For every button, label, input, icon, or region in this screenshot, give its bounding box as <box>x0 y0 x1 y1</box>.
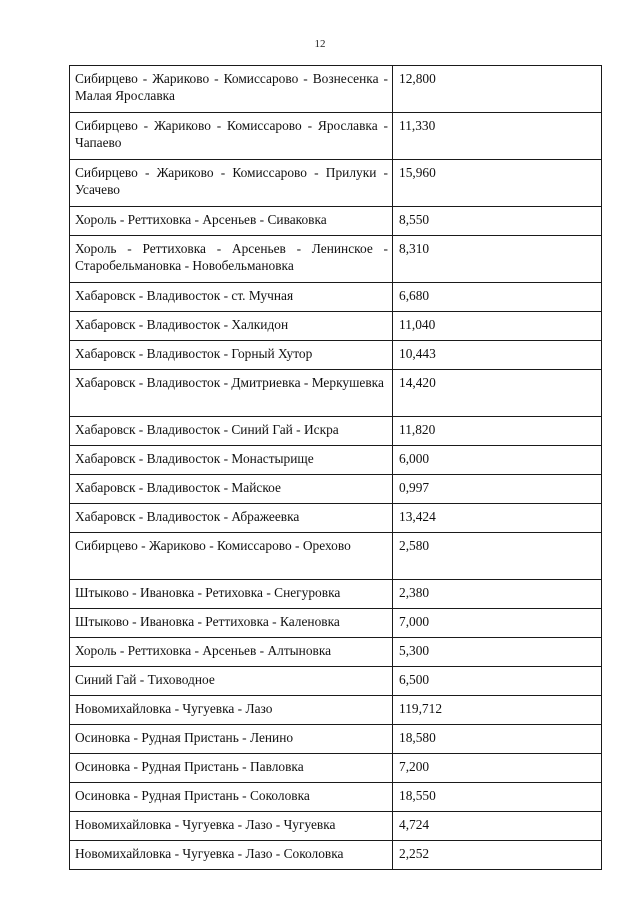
table-row <box>70 417 602 446</box>
table-row <box>70 696 602 725</box>
route-cell: Сибирцево - Жариково - Комиссарово - Прилуки - Усачево <box>70 160 393 207</box>
distance-cell: 6,680 <box>393 283 602 312</box>
distance-cell: 0,997 <box>393 475 602 504</box>
route-cell: Сибирцево - Жариково - Комиссарово - Вознесенка - Малая Ярославка <box>70 66 393 113</box>
table-row <box>70 754 602 783</box>
page-number: 12 <box>314 38 326 50</box>
table-row <box>70 370 602 417</box>
distance-cell: 6,000 <box>393 446 602 475</box>
route-cell: Хороль - Реттиховка - Арсеньев - Ленинское - Старобельмановка - Новобельмановка <box>70 236 393 283</box>
route-cell: Хабаровск - Владивосток - ст. Мучная <box>70 283 393 312</box>
route-cell: Штыково - Ивановка - Реттиховка - Каленовка <box>70 609 393 638</box>
table-row <box>70 638 602 667</box>
table-row <box>70 580 602 609</box>
distance-cell: 4,724 <box>393 812 602 841</box>
table-row <box>70 160 602 207</box>
table-row <box>70 725 602 754</box>
table-row <box>70 66 602 113</box>
table-row <box>70 207 602 236</box>
route-cell: Хабаровск - Владивосток - Дмитриевка - Меркушевка <box>70 370 393 417</box>
distance-cell: 18,580 <box>393 725 602 754</box>
distance-cell: 2,252 <box>393 841 602 870</box>
distance-cell: 7,200 <box>393 754 602 783</box>
distance-cell: 11,040 <box>393 312 602 341</box>
route-cell: Новомихайловка - Чугуевка - Лазо <box>70 696 393 725</box>
table-row <box>70 667 602 696</box>
table-row <box>70 504 602 533</box>
route-cell: Осиновка - Рудная Пристань - Павловка <box>70 754 393 783</box>
table-row <box>70 446 602 475</box>
table-row <box>70 113 602 160</box>
route-cell: Сибирцево - Жариково - Комиссарово - Орехово <box>70 533 393 580</box>
route-cell: Синий Гай - Тиховодное <box>70 667 393 696</box>
distance-cell: 8,550 <box>393 207 602 236</box>
table-row <box>70 841 602 870</box>
route-cell: Хороль - Реттиховка - Арсеньев - Алтыновка <box>70 638 393 667</box>
route-cell: Хабаровск - Владивосток - Монастырище <box>70 446 393 475</box>
route-cell: Хабаровск - Владивосток - Горный Хутор <box>70 341 393 370</box>
distance-cell: 5,300 <box>393 638 602 667</box>
route-cell: Хабаровск - Владивосток - Синий Гай - Искра <box>70 417 393 446</box>
route-cell: Новомихайловка - Чугуевка - Лазо - Соколовка <box>70 841 393 870</box>
route-cell: Осиновка - Рудная Пристань - Ленино <box>70 725 393 754</box>
route-cell: Осиновка - Рудная Пристань - Соколовка <box>70 783 393 812</box>
route-cell: Хабаровск - Владивосток - Халкидон <box>70 312 393 341</box>
route-cell: Хороль - Реттиховка - Арсеньев - Сиваковка <box>70 207 393 236</box>
table-row <box>70 312 602 341</box>
distance-cell: 10,443 <box>393 341 602 370</box>
distance-cell: 2,580 <box>393 533 602 580</box>
distance-cell: 11,820 <box>393 417 602 446</box>
distance-cell: 12,800 <box>393 66 602 113</box>
distance-cell: 18,550 <box>393 783 602 812</box>
table-row <box>70 812 602 841</box>
distance-cell: 14,420 <box>393 370 602 417</box>
table-row <box>70 341 602 370</box>
table-row <box>70 236 602 283</box>
route-cell: Сибирцево - Жариково - Комиссарово - Ярославка - Чапаево <box>70 113 393 160</box>
route-cell: Новомихайловка - Чугуевка - Лазо - Чугуевка <box>70 812 393 841</box>
distance-cell: 15,960 <box>393 160 602 207</box>
distance-cell: 11,330 <box>393 113 602 160</box>
distance-cell: 8,310 <box>393 236 602 283</box>
distance-cell: 13,424 <box>393 504 602 533</box>
distance-cell: 6,500 <box>393 667 602 696</box>
routes-table <box>69 65 602 870</box>
table-row <box>70 609 602 638</box>
route-cell: Хабаровск - Владивосток - Майское <box>70 475 393 504</box>
table-row <box>70 475 602 504</box>
distance-cell: 119,712 <box>393 696 602 725</box>
distance-cell: 2,380 <box>393 580 602 609</box>
distance-cell: 7,000 <box>393 609 602 638</box>
table-row <box>70 533 602 580</box>
route-cell: Штыково - Ивановка - Ретиховка - Снегуровка <box>70 580 393 609</box>
table-row <box>70 783 602 812</box>
route-cell: Хабаровск - Владивосток - Абражеевка <box>70 504 393 533</box>
table-row <box>70 283 602 312</box>
